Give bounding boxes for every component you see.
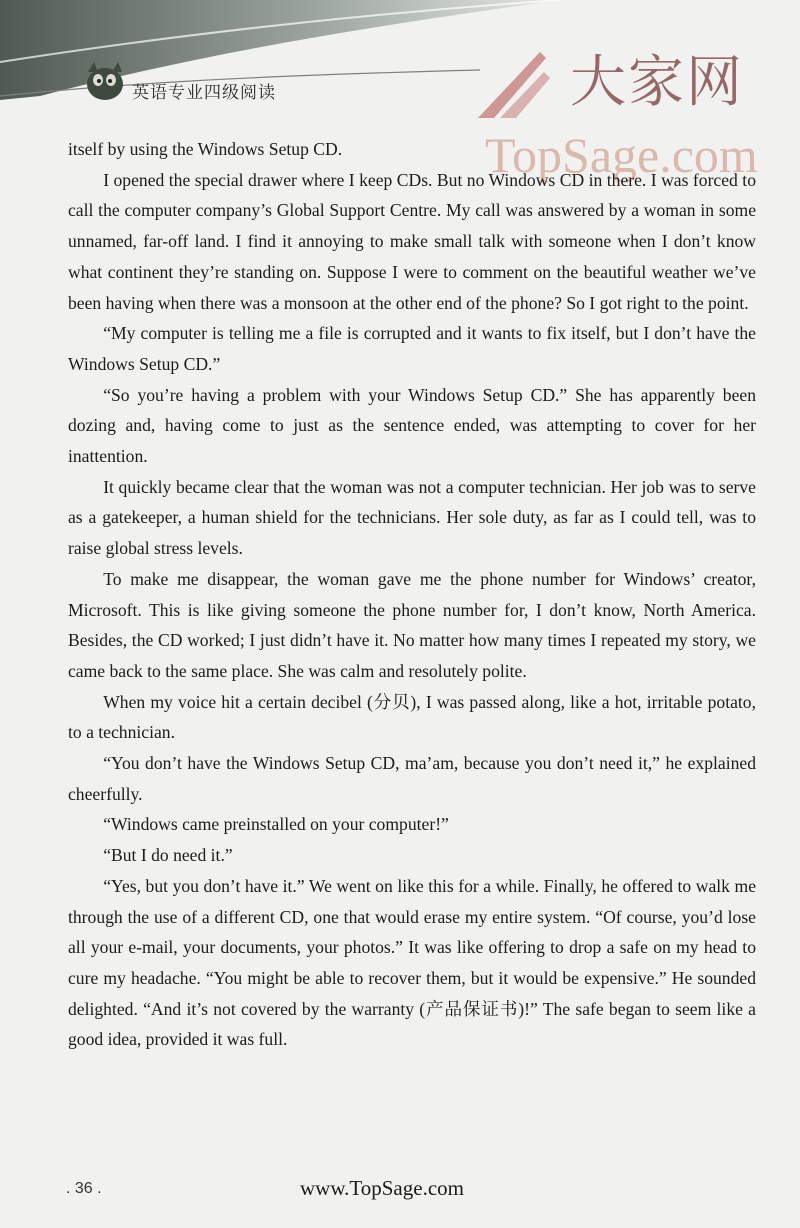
- paragraph: “So you’re having a problem with your Windows Setup CD.” She has apparently been dozing and, having come to just as the sentence ended, was attempting to cover for her inattention.: [68, 384, 756, 467]
- page-number: . 36 .: [66, 1180, 102, 1197]
- paragraph: itself by using the Windows Setup CD.: [68, 139, 343, 159]
- paragraph: When my voice hit a certain decibel (分贝), I was passed along, like a hot, irritable potato, to a technician.: [68, 691, 756, 743]
- body-text: [68, 134, 756, 1055]
- paragraph: “You don’t have the Windows Setup CD, ma’am, because you don’t need it,” he explained cheerfully.: [68, 753, 756, 804]
- paragraph: “Windows came preinstalled on your computer!”: [103, 814, 449, 835]
- paragraph: To make me disappear, the woman gave me the phone number for Windows’ creator, Microsoft. This is like giving someone the phone number for, I don’t know, North America. Besides, the CD worked; I just didn’t have it. No matter how many times I repeated my story, we came back to the same place. She was calm and resolutely polite.: [68, 568, 756, 681]
- paragraph: “Yes, but you don’t have it.” We went on like this for a while. Finally, he offered to walk me through the use of a different CD, one that would erase my entire system. “Of course, you’d lose all your e-mail, your documents, your photos.” It was like offering to drop a safe on my head to cure my headache. “You might be able to recover them, but it would be expensive.” He sounded delighted. “And it’s not covered by the warranty (产品保证书)!” The safe began to seem like a good idea, provided it was full.: [68, 875, 756, 1050]
- paragraph: “My computer is telling me a file is corrupted and it wants to fix itself, but I don’t have the Windows Setup CD.”: [68, 323, 756, 374]
- paragraph: It quickly became clear that the woman was not a computer technician. Her job was to serve as a gatekeeper, a human shield for the technicians. Her sole duty, as far as I could tell, was to raise global stress levels.: [68, 476, 756, 559]
- book-title: 英语专业四级阅读: [132, 83, 276, 103]
- topsage-logo-icon: [470, 46, 560, 126]
- paragraph: I opened the special drawer where I keep CDs. But no Windows CD in there. I was forced to call the computer company’s Global Support Centre. My call was answered by a woman in some unnamed, far-off land. I find it annoying to make small talk with someone when I don’t know what continent they’re standing on. Suppose I were to comment on the beautiful weather we’ve been having when there was a monsoon at the other end of the phone? So I got right to the point.: [68, 169, 756, 313]
- paragraph: “But I do need it.”: [103, 845, 233, 866]
- footer-url: www.TopSage.com: [300, 1176, 464, 1200]
- watermark-logo-en: TopSage.com: [485, 127, 758, 183]
- watermark-logo-cn: 大家网: [570, 50, 744, 115]
